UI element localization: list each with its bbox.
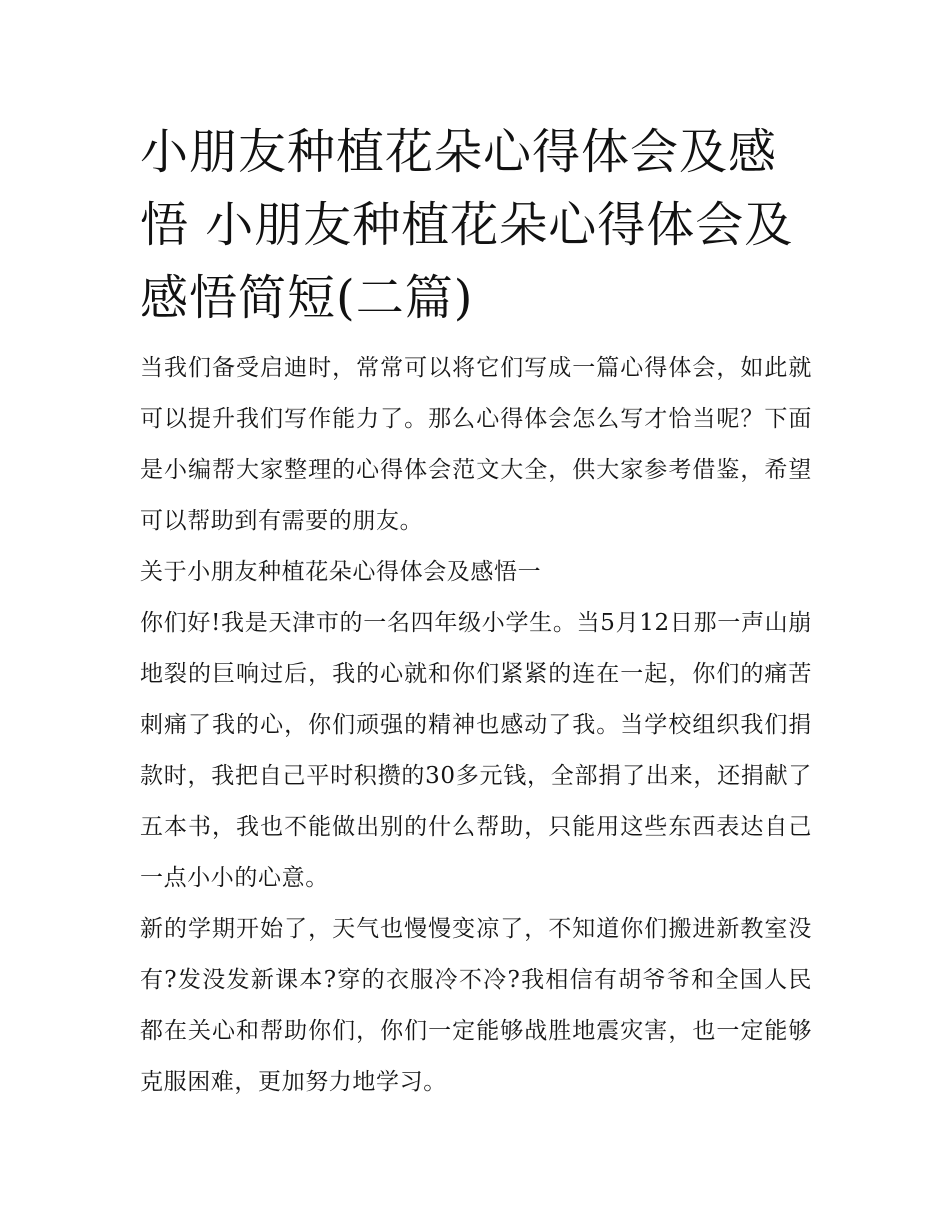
document-body [140, 343, 812, 1108]
document-title: 小朋友种植花朵心得体会及感悟 小朋友种植花朵心得体会及感悟简短(二篇) [140, 124, 794, 326]
body-paragraph: 新的学期开始了，天气也慢慢变凉了，不知道你们搬进新教室没有?发没发新课本?穿的衣服冷不冷?我相信有胡爷爷和全国人民都在关心和帮助你们，你们一定能够战胜地震灾害，也一定能够克服困难，更加努力地学习。 [140, 916, 812, 1095]
intro-paragraph: 当我们备受启迪时，常常可以将它们写成一篇心得体会，如此就可以提升我们写作能力了。那么心得体会怎么写才恰当呢？下面是小编帮大家整理的心得体会范文大全，供大家参考借鉴，希望可以帮助到有需要的朋友。 [140, 355, 812, 534]
body-paragraph: 你们好!我是天津市的一名四年级小学生。当5月12日那一声山崩地裂的巨响过后，我的心就和你们紧紧的连在一起，你们的痛苦刺痛了我的心，你们顽强的精神也感动了我。当学校组织我们捐款时，我把自己平时积攒的30多元钱，全部捐了出来，还捐献了五本书，我也不能做出别的什么帮助，只能用这些东西表达自己一点小小的心意。 [140, 610, 812, 891]
document-page [140, 116, 812, 1108]
section-heading: 关于小朋友种植花朵心得体会及感悟一 [140, 559, 542, 585]
